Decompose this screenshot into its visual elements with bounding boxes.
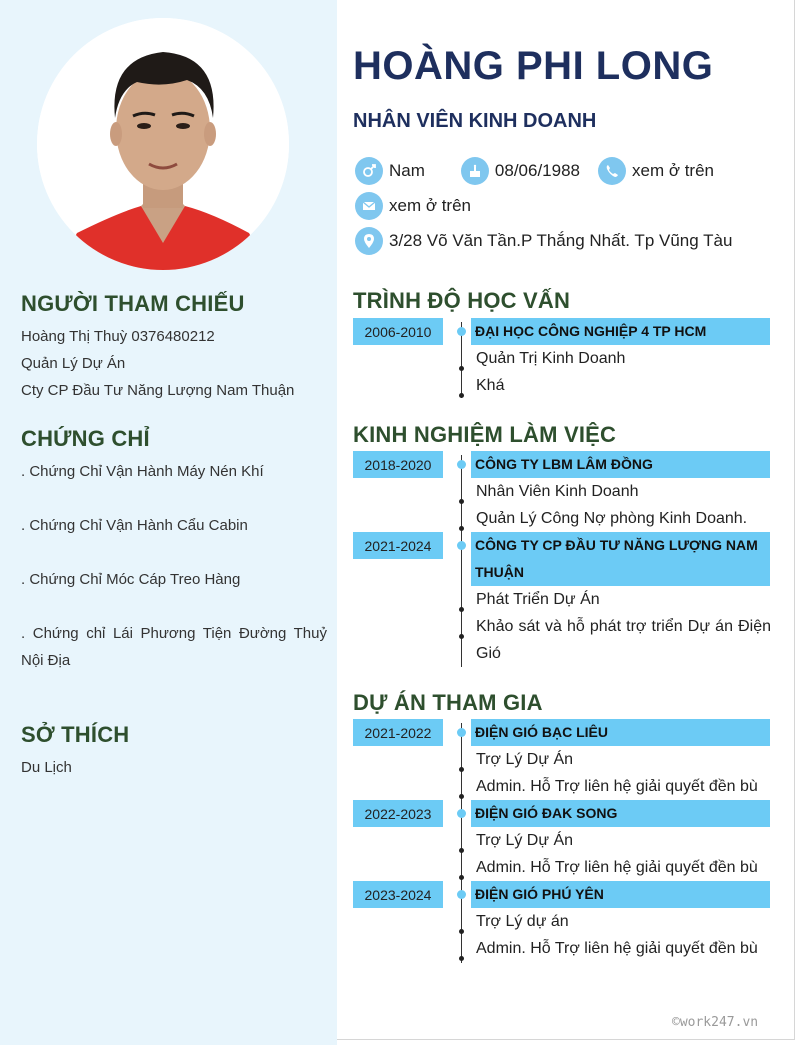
experience-detail: Quản Lý Công Nợ phòng Kinh Doanh. (476, 510, 748, 527)
education-timeline (353, 318, 771, 400)
reference-line: Hoàng Thị Thuỳ 0376480212 (21, 328, 215, 345)
experience-company: CÔNG TY CP ĐẦU TƯ NĂNG LƯỢNG NAM THUẬN (471, 532, 770, 586)
experience-date: 2018-2020 (353, 451, 443, 478)
birthday-item (461, 157, 580, 185)
timeline-dot (457, 460, 466, 469)
address-value: 3/28 Võ Văn Tần.P Thắng Nhất. Tp Vũng Tàu (389, 231, 733, 250)
reference-line: Cty CP Đầu Tư Năng Lượng Nam Thuận (21, 382, 295, 399)
location-icon (355, 227, 383, 255)
certificates-section (21, 426, 327, 701)
email-icon (355, 192, 383, 220)
timeline-line (461, 723, 462, 963)
project-detail: Trợ Lý Dự Án (476, 751, 574, 768)
email-item (355, 192, 471, 220)
gender-icon (355, 157, 383, 185)
bullet-dot (459, 956, 464, 961)
bullet-dot (459, 366, 464, 371)
references-section (21, 291, 327, 404)
bullet-dot (459, 875, 464, 880)
certificate-item: . Chứng chỉ Lái Phương Tiện Đường Thuỷ Nội Địa (21, 625, 327, 669)
timeline-dot (457, 327, 466, 336)
bullet-dot (459, 607, 464, 612)
certificate-item: . Chứng Chỉ Móc Cáp Treo Hàng (21, 571, 241, 588)
education-heading: TRÌNH ĐỘ HỌC VẤN (353, 288, 571, 313)
hobby-text: Du Lịch (21, 759, 72, 776)
projects-heading: DỰ ÁN THAM GIA (353, 690, 543, 715)
address-row (355, 226, 750, 256)
project-detail: Admin. Hỗ Trợ liên hệ giải quyết đền bù (476, 778, 758, 795)
bullet-dot (459, 929, 464, 934)
experience-company: CÔNG TY LBM LÂM ĐỒNG (471, 451, 770, 478)
projects-timeline (353, 719, 771, 963)
certificates-heading: CHỨNG CHỈ (21, 426, 150, 451)
project-detail: Admin. Hỗ Trợ liên hệ giải quyết đền bù (476, 859, 758, 876)
education-grade: Khá (476, 377, 505, 394)
contact-row (355, 156, 732, 186)
timeline-dot (457, 728, 466, 737)
certificate-item: . Chứng Chỉ Vận Hành Máy Nén Khí (21, 463, 264, 480)
experience-detail: Phát Triển Dự Án (476, 591, 600, 608)
sidebar (0, 0, 337, 1045)
timeline-dot (457, 809, 466, 818)
job-title: NHÂN VIÊN KINH DOANH (353, 110, 597, 132)
birthday-value: 08/06/1988 (494, 161, 580, 180)
gender-item (355, 157, 425, 185)
project-date: 2021-2022 (353, 719, 443, 746)
experience-date: 2021-2024 (353, 532, 443, 559)
birthday-cake-icon (461, 157, 489, 185)
project-detail: Admin. Hỗ Trợ liên hệ giải quyết đền bù (476, 940, 758, 957)
bullet-dot (459, 634, 464, 639)
phone-icon (598, 157, 626, 185)
certificate-item: . Chứng Chỉ Vận Hành Cẩu Cabin (21, 517, 248, 534)
bullet-dot (459, 848, 464, 853)
education-date: 2006-2010 (353, 318, 443, 345)
gender-value: Nam (389, 161, 425, 180)
avatar (37, 18, 289, 270)
candidate-name: HOÀNG PHI LONG (353, 44, 714, 88)
bullet-dot (459, 794, 464, 799)
bullet-dot (459, 393, 464, 398)
bullet-dot (459, 767, 464, 772)
project-detail: Trợ Lý Dự Án (476, 832, 574, 849)
references-heading: NGƯỜI THAM CHIẾU (21, 291, 245, 316)
experience-timeline (353, 451, 771, 667)
project-detail: Trợ Lý dự án (476, 913, 569, 930)
phone-item (598, 157, 714, 185)
project-title: ĐIỆN GIÓ BẠC LIÊU (471, 719, 770, 746)
education-school: ĐẠI HỌC CÔNG NGHIỆP 4 TP HCM (471, 318, 770, 345)
email-row (355, 191, 489, 221)
project-title: ĐIỆN GIÓ ĐAK SONG (471, 800, 770, 827)
reference-line: Quản Lý Dự Án (21, 355, 126, 372)
address-item (355, 227, 732, 255)
project-date: 2023-2024 (353, 881, 443, 908)
experience-detail: Khảo sát và hỗ phát trợ triển Dự án Điện Gió (476, 618, 771, 662)
watermark: ©work247.vn (672, 1015, 759, 1030)
bullet-dot (459, 526, 464, 531)
timeline-dot (457, 541, 466, 550)
hobbies-section (21, 722, 327, 781)
education-major: Quản Trị Kinh Doanh (476, 350, 626, 367)
experience-heading: KINH NGHIỆM LÀM VIỆC (353, 422, 617, 447)
timeline-dot (457, 890, 466, 899)
phone-value: xem ở trên (632, 161, 715, 180)
experience-detail: Nhân Viên Kinh Doanh (476, 483, 639, 500)
project-title: ĐIỆN GIÓ PHÚ YÊN (471, 881, 770, 908)
email-value: xem ở trên (389, 196, 472, 215)
bullet-dot (459, 499, 464, 504)
hobbies-heading: SỞ THÍCH (21, 722, 130, 747)
project-date: 2022-2023 (353, 800, 443, 827)
